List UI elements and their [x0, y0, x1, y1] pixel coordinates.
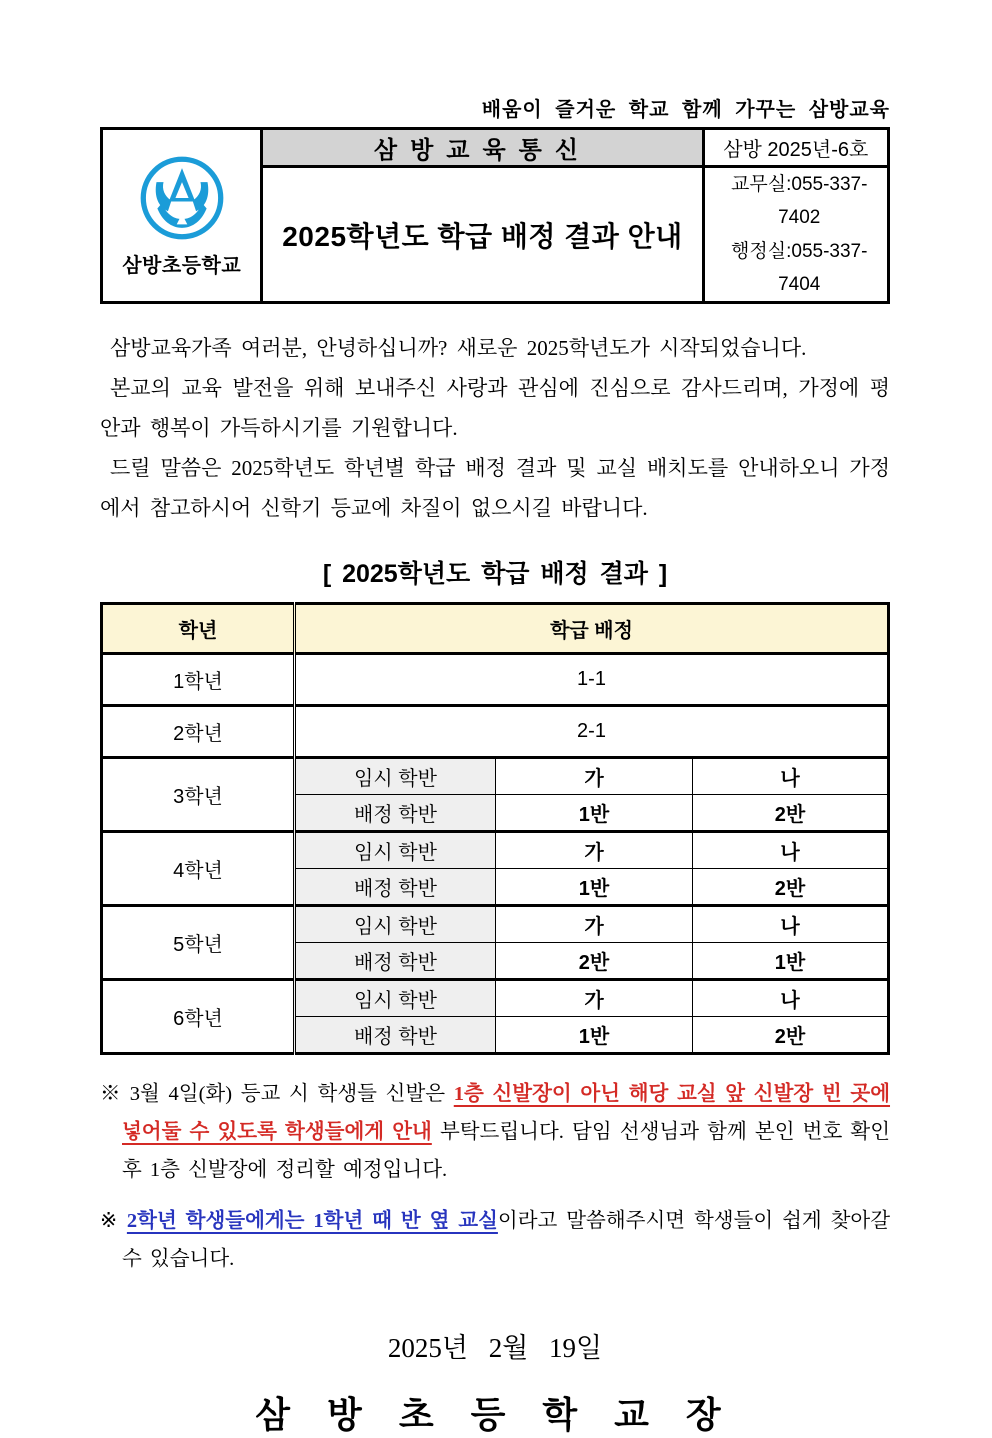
row-label-assigned: 배정 학반: [294, 795, 495, 832]
note-text: 이라고 말씀해주시면 학생들이 쉽게 찾아갈 수 있습니다.: [122, 1210, 891, 1270]
class-value: 2반: [692, 795, 888, 832]
note-emphasis-blue: 2학년 학생들에게는 1학년 때 반 옆 교실: [126, 1210, 498, 1232]
note-text: 부탁드립니다. 담임 선생님과 함께 본인 번호 확인 후 1층 신발장에 정리할 예정입니다.: [122, 1121, 890, 1181]
issue-number: 삼방 2025년-6호: [703, 129, 888, 167]
table-row: [102, 706, 889, 758]
greeting-text: [100, 328, 890, 528]
assignment-table-title: [ 2025학년도 학급 배정 결과 ]: [322, 560, 668, 588]
class-value: 나: [692, 980, 888, 1017]
school-name: 삼방초등학교: [122, 254, 242, 277]
table-row: [102, 906, 889, 943]
note-emphasis-red: 1층 신발장이 아닌 해당 교실 앞 신발장 빈 곳에 넣어둘 수 있도록 학생들에게 안내: [122, 1083, 891, 1143]
class-value: 2반: [692, 1017, 888, 1054]
table-row: [102, 832, 889, 869]
principal-signature: 삼 방 초 등 학 교 장: [255, 1395, 735, 1435]
contact-info: [703, 167, 888, 303]
contact-office: 교무실:055-337-7402: [731, 174, 868, 229]
grade-cell: 3학년: [102, 758, 295, 832]
class-value: 가: [495, 980, 692, 1017]
table-row: [102, 654, 889, 706]
table-row: [102, 980, 889, 1017]
class-value: 가: [495, 758, 692, 795]
table-row: [102, 758, 889, 795]
row-label-assigned: 배정 학반: [294, 1017, 495, 1054]
masthead: [100, 127, 890, 304]
grade-cell: 5학년: [102, 906, 295, 980]
greeting-paragraph-1: 삼방교육가족 여러분, 안녕하십니까? 새로운 2025학년도가 시작되었습니다.: [110, 336, 807, 360]
row-label-temporary: 임시 학반: [294, 832, 495, 869]
row-label-assigned: 배정 학반: [294, 943, 495, 980]
document-title: 2025학년도 학급 배정 결과 안내: [262, 167, 703, 303]
class-value: 나: [692, 758, 888, 795]
grade-cell: 1학년: [102, 654, 295, 706]
assignment-cell: 1-1: [294, 654, 888, 706]
greeting-paragraph-3: 드릴 말씀은 2025학년도 학년별 학급 배정 결과 및 교실 배치도를 안내하오니 가정에서 참고하시어 신학기 등교에 차질이 없으시길 바랍니다.: [100, 456, 890, 520]
class-value: 2반: [495, 943, 692, 980]
table-header-row: [102, 604, 889, 654]
class-assignment-table: [100, 602, 890, 1055]
class-value: 가: [495, 906, 692, 943]
grade-cell: 4학년: [102, 832, 295, 906]
row-label-assigned: 배정 학반: [294, 869, 495, 906]
note-shoe-rack: [100, 1075, 890, 1189]
school-logo-icon: [138, 154, 226, 247]
class-value: 2반: [692, 869, 888, 906]
class-value: 나: [692, 906, 888, 943]
column-header-grade: 학년: [102, 604, 295, 654]
masthead-logo-cell: [102, 129, 262, 303]
note-text: 3월 4일(화) 등교 시 학생들 신발은: [129, 1083, 454, 1105]
row-label-temporary: 임시 학반: [294, 758, 495, 795]
assignment-cell: 2-1: [294, 706, 888, 758]
note-marker: ※: [100, 1210, 118, 1232]
document-date: 2025년 2월 19일: [387, 1333, 603, 1363]
school-slogan: 배움이 즐거운 학교 함께 가꾸는 삼방교육: [481, 99, 890, 121]
grade-cell: 2학년: [102, 706, 295, 758]
newsletter-title: 삼방교육통신: [262, 129, 703, 167]
class-value: 1반: [495, 869, 692, 906]
class-value: 가: [495, 832, 692, 869]
note-second-grade: [100, 1202, 890, 1278]
contact-admin: 행정실:055-337-7404: [731, 240, 868, 295]
class-value: 1반: [495, 795, 692, 832]
grade-cell: 6학년: [102, 980, 295, 1054]
class-value: 1반: [692, 943, 888, 980]
row-label-temporary: 임시 학반: [294, 906, 495, 943]
notes-section: [100, 1075, 890, 1278]
note-marker: ※: [100, 1083, 122, 1105]
class-value: 나: [692, 832, 888, 869]
row-label-temporary: 임시 학반: [294, 980, 495, 1017]
class-value: 1반: [495, 1017, 692, 1054]
column-header-assignment: 학급 배정: [294, 604, 888, 654]
greeting-paragraph-2: 본교의 교육 발전을 위해 보내주신 사랑과 관심에 진심으로 감사드리며, 가정에 평안과 행복이 가득하시기를 기원합니다.: [100, 376, 890, 440]
